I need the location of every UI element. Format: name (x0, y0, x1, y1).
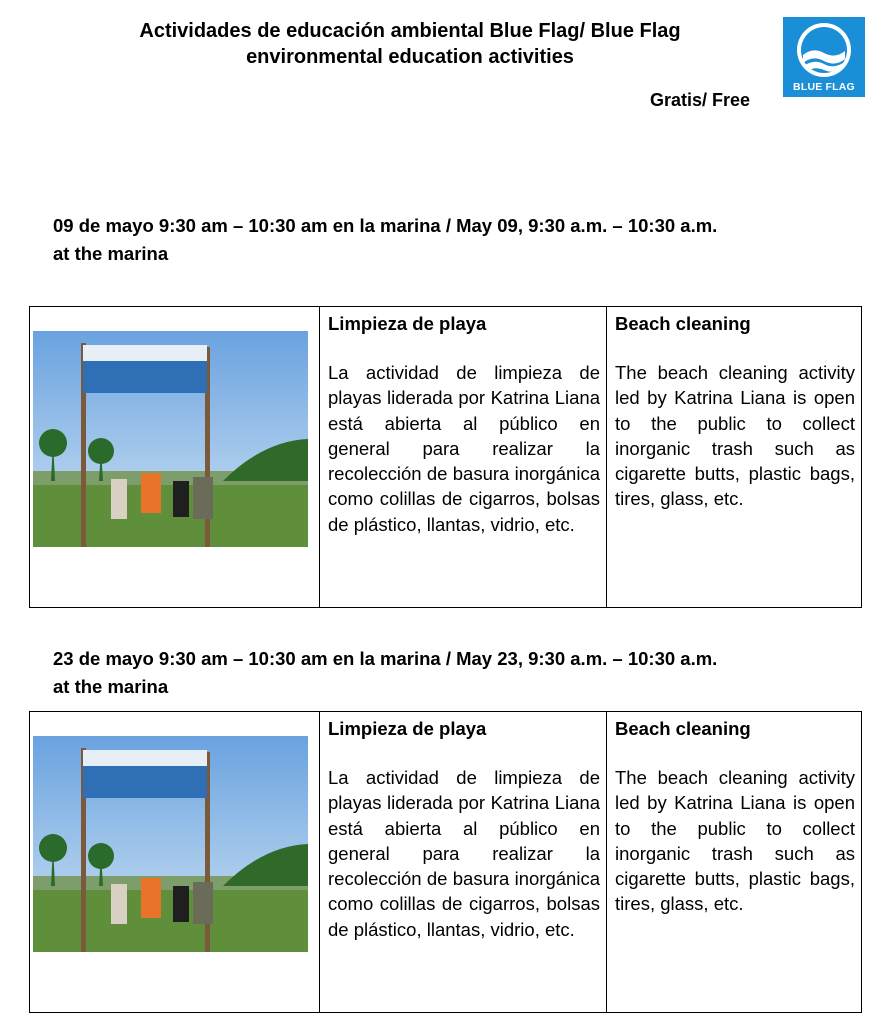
page-title-line1: Actividades de educación ambiental Blue Flag/ Blue Flag (139, 20, 681, 42)
photo-cell (30, 712, 320, 1012)
spanish-cell (320, 712, 607, 1012)
english-description: The beach cleaning activity led by Katrina Liana is open to the public to collect inorganic trash such as cigarette butts, plastic bags, tires, glass, etc. (615, 362, 855, 510)
spanish-heading: Limpieza de playa (328, 313, 487, 334)
spanish-description: La actividad de limpieza de playas liderada por Katrina Liana está abierta al público en general para realizar la recolección de basura inorgánica como colillas de cigarros, bolsas de plástico, llantas, vidrio, etc. (328, 767, 600, 940)
english-cell (607, 712, 861, 1012)
event-1-date (53, 212, 863, 268)
event-date-line2: at the marina (53, 676, 169, 697)
beach-cleaning-photo (33, 736, 308, 952)
free-label: Gratis/ Free (650, 90, 751, 110)
event-date-line1: 23 de mayo 9:30 am – 10:30 am en la marina / May 23, 9:30 a.m. – 10:30 a.m. (53, 648, 718, 669)
english-heading: Beach cleaning (615, 313, 751, 334)
page-title (60, 18, 760, 70)
event-2-table (29, 711, 862, 1013)
blue-flag-logo (783, 17, 865, 97)
logo-text: BLUE FLAG (793, 81, 855, 93)
beach-cleaning-photo (33, 331, 308, 547)
event-date-line2: at the marina (53, 243, 169, 264)
spanish-cell (320, 307, 607, 607)
event-2-date (53, 645, 863, 701)
english-description: The beach cleaning activity led by Katrina Liana is open to the public to collect inorganic trash such as cigarette butts, plastic bags, tires, glass, etc. (615, 767, 855, 915)
event-date-line1: 09 de mayo 9:30 am – 10:30 am en la marina / May 09, 9:30 a.m. – 10:30 a.m. (53, 215, 718, 236)
english-heading: Beach cleaning (615, 718, 751, 739)
spanish-description: La actividad de limpieza de playas liderada por Katrina Liana está abierta al público en general para realizar la recolección de basura inorgánica como colillas de cigarros, bolsas de plástico, llantas, vidrio, etc. (328, 362, 600, 535)
photo-cell (30, 307, 320, 607)
spanish-heading: Limpieza de playa (328, 718, 487, 739)
page-title-line2: environmental education activities (246, 46, 574, 68)
english-cell (607, 307, 861, 607)
event-1-table (29, 306, 862, 608)
